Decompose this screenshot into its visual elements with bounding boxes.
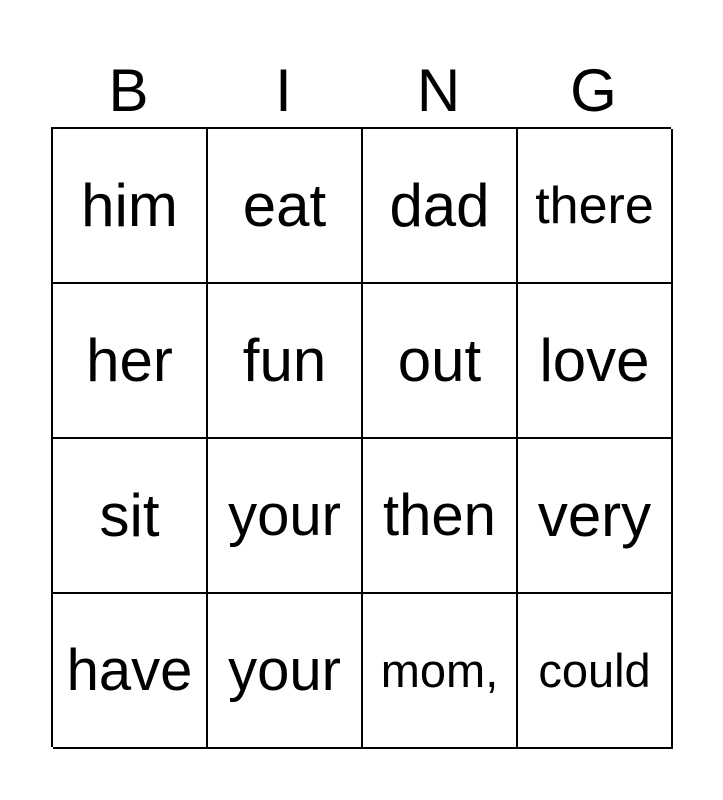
bingo-cell bbox=[208, 439, 363, 594]
bingo-header bbox=[51, 56, 671, 126]
cell-word: very bbox=[537, 481, 652, 549]
cell-word: have bbox=[66, 637, 193, 703]
bingo-cell bbox=[363, 129, 518, 284]
bingo-cell bbox=[208, 129, 363, 284]
header-letter-n: N bbox=[416, 57, 461, 124]
bingo-cell bbox=[518, 129, 673, 284]
cell-word: your bbox=[228, 637, 341, 703]
bingo-cell bbox=[53, 594, 208, 749]
bingo-cell bbox=[518, 439, 673, 594]
bingo-cell bbox=[53, 129, 208, 284]
cell-word: mom, bbox=[380, 644, 499, 697]
bingo-cell bbox=[518, 594, 673, 749]
bingo-cell bbox=[208, 594, 363, 749]
header-letter-b: B bbox=[108, 57, 149, 124]
bingo-cell bbox=[208, 284, 363, 439]
bingo-cell bbox=[363, 594, 518, 749]
header-letter-i: I bbox=[275, 57, 292, 124]
cell-word: love bbox=[539, 326, 650, 394]
cell-word: him bbox=[81, 171, 178, 239]
cell-word: there bbox=[535, 176, 654, 235]
bingo-cell bbox=[518, 284, 673, 439]
bingo-cell bbox=[53, 439, 208, 594]
cell-word: could bbox=[538, 644, 651, 697]
cell-word: her bbox=[86, 326, 173, 394]
bingo-cell bbox=[363, 284, 518, 439]
bingo-cell bbox=[53, 284, 208, 439]
cell-word: out bbox=[397, 326, 482, 394]
bingo-cell bbox=[363, 439, 518, 594]
cell-word: your bbox=[228, 482, 341, 548]
cell-word: dad bbox=[389, 171, 490, 239]
cell-word: eat bbox=[242, 171, 327, 239]
bingo-board bbox=[51, 127, 671, 747]
header-letter-g: G bbox=[570, 57, 617, 124]
cell-word: sit bbox=[99, 481, 160, 549]
cell-word: fun bbox=[242, 326, 327, 394]
cell-word: then bbox=[383, 482, 496, 548]
